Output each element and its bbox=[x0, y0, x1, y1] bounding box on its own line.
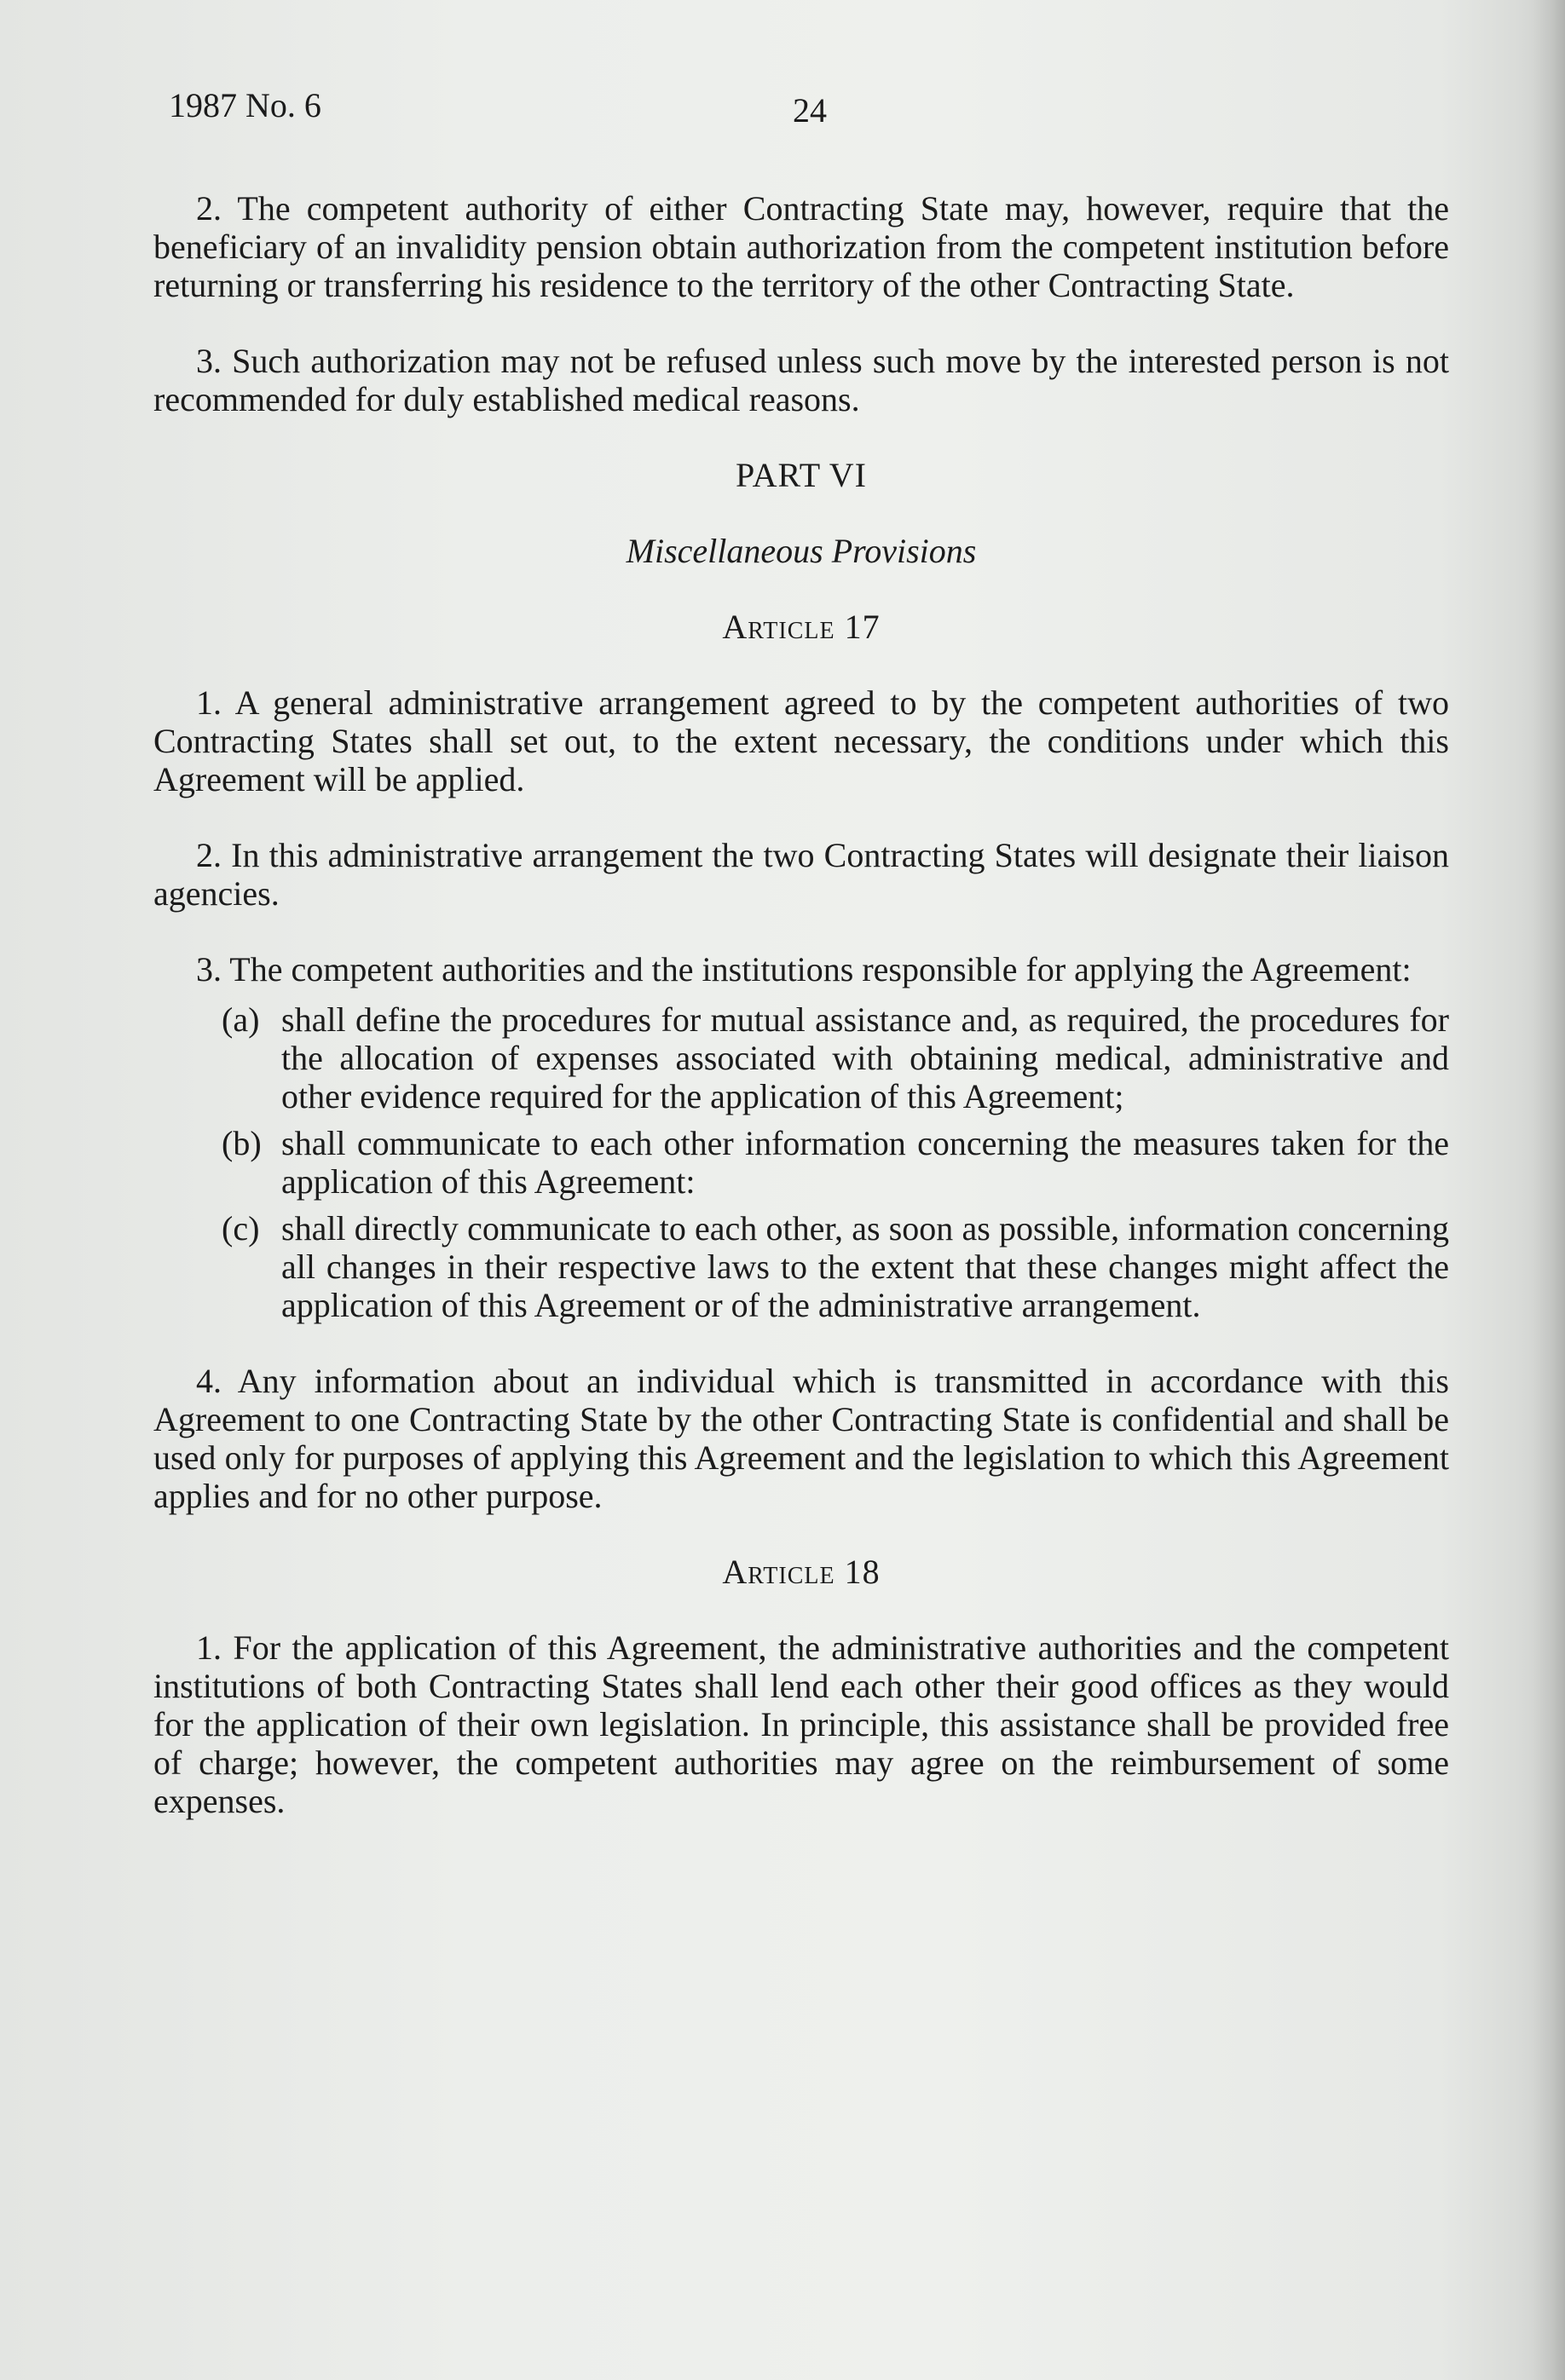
list-item-text: shall define the procedures for mutual assistance and, as required, the procedures for the allocation of expenses associated with obtaining medical, administrative and other evidence required for the application of this Agreement; bbox=[281, 1000, 1449, 1115]
article-17-heading: Article 17 bbox=[722, 608, 881, 646]
part-subheading: Miscellaneous Provisions bbox=[626, 532, 977, 570]
list-item-c bbox=[153, 1209, 1449, 1324]
paragraph-intro-3: 3. Such authorization may not be refused unless such move by the interested person is not recommended for duly established medical reasons. bbox=[153, 342, 1449, 418]
list-marker: (b) bbox=[222, 1124, 262, 1162]
article-18-paragraph-1: 1. For the application of this Agreement, the administrative authorities and the competent institutions of both Contracting States shall lend each other their good offices as they would for the application of their own legislation. In principle, this assistance shall be provided free of charge; however, the competent authorities may agree on the reimbursement of some expenses. bbox=[153, 1628, 1449, 1820]
article-17-paragraph-2: 2. In this administrative arrangement the two Contracting States will designate their liaison agencies. bbox=[153, 836, 1449, 913]
list-item-text: shall directly communicate to each other, as soon as possible, information concerning all changes in their respective laws to the extent that these changes might affect the application of this Agreement or of the administrative arrangement. bbox=[281, 1209, 1449, 1324]
list-marker: (a) bbox=[222, 1000, 260, 1039]
list-item-a bbox=[153, 1000, 1449, 1115]
article-17-paragraph-4: 4. Any information about an individual which is transmitted in accordance with this Agreement to one Contracting State by the other Contracting State is confidential and shall be used only for purposes of applying this Agreement and the legislation to which this Agreement applies and for no other purpose. bbox=[153, 1362, 1449, 1515]
part-heading: PART VI bbox=[736, 456, 867, 494]
page-edge-shadow bbox=[1533, 0, 1565, 2380]
page-number: 24 bbox=[793, 91, 827, 130]
list-item-text: shall communicate to each other information concerning the measures taken for the application of this Agreement: bbox=[281, 1124, 1449, 1201]
page-header bbox=[169, 85, 1447, 136]
list-marker: (c) bbox=[222, 1209, 260, 1248]
article-18-heading: Article 18 bbox=[722, 1553, 881, 1591]
publication-number: 1987 No. 6 bbox=[169, 86, 321, 124]
article-17-paragraph-3: 3. The competent authorities and the institutions responsible for applying the Agreement: bbox=[196, 950, 1412, 988]
list-item-b bbox=[153, 1124, 1449, 1201]
article-17-item-list bbox=[153, 1000, 1449, 1324]
paragraph-intro-2: 2. The competent authority of either Contracting State may, however, require that the beneficiary of an invalidity pension obtain authorization from the competent institution before returning or transferring his residence to the territory of the other Contracting State. bbox=[153, 189, 1449, 304]
page-content bbox=[153, 189, 1449, 1854]
article-17-paragraph-1: 1. A general administrative arrangement agreed to by the competent authorities of two Contracting States shall set out, to the extent necessary, the conditions under which this Agreement will be applied. bbox=[153, 683, 1449, 798]
